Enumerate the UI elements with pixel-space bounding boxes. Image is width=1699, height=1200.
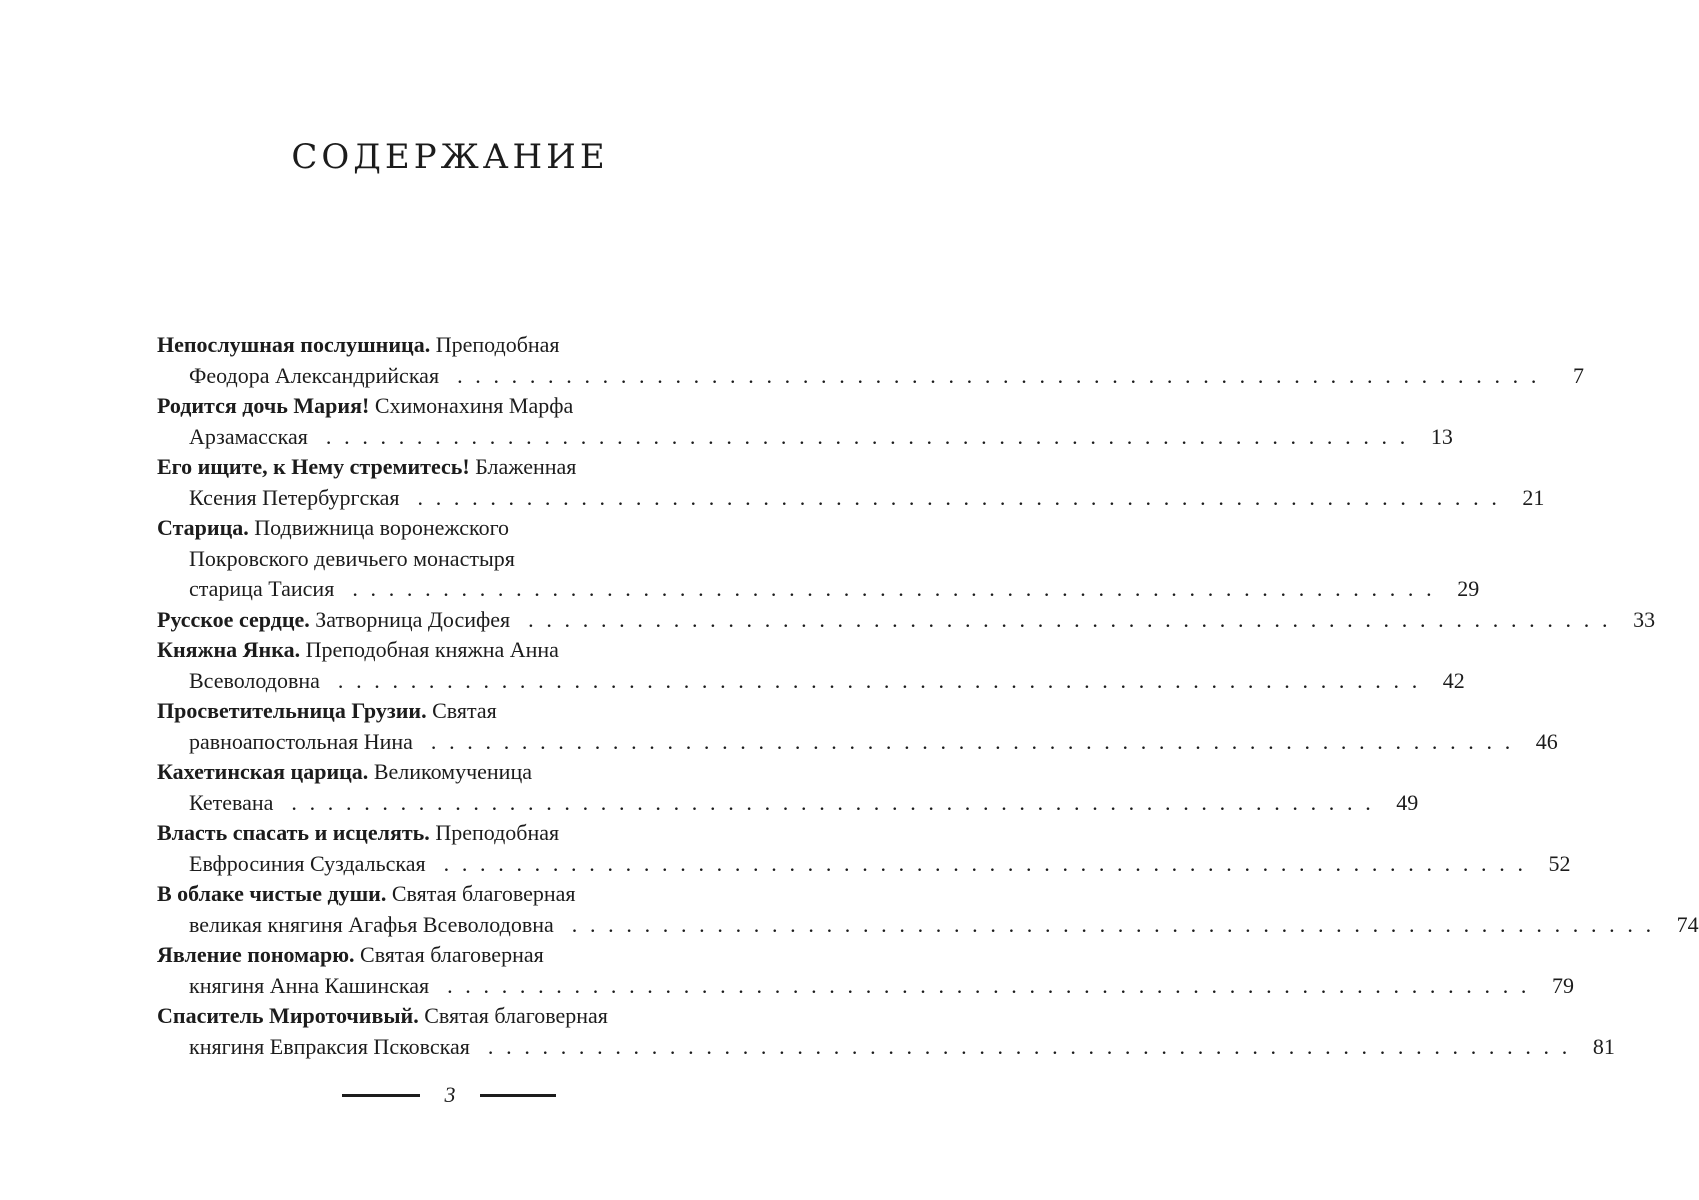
toc-line-text [189,910,554,941]
toc-page-number: 49 [1396,789,1419,815]
toc-line [157,574,1480,605]
toc-page-number: 52 [1548,850,1571,876]
toc-entry-title: Непослушная послушница. [157,332,431,357]
dot-leader: . . . . . . . . . . . . . . . . . . . . . . . . . . . . . . . . . . . . . . . . . . . . . . . . . . . . . . . . . . . . [352,576,1436,601]
toc-entry-subtitle: Ксения Петербургская [189,484,400,510]
dot-leader: . . . . . . . . . . . . . . . . . . . . . . . . . . . . . . . . . . . . . . . . . . . . . . . . . . . . . . . . . . . . [443,850,1527,876]
toc-line [157,391,747,422]
toc-line [157,422,1453,453]
toc-entry-title: Русское сердце. [157,606,310,632]
toc-entry-title: Родится дочь Мария! [157,393,370,418]
toc-line [157,544,747,575]
toc-page-number: 21 [1522,484,1545,510]
toc-entry[interactable] [157,818,1571,879]
toc-line-text [189,971,429,1002]
dot-leader: . . . . . . . . . . . . . . . . . . . . . . . . . . . . . . . . . . . . . . . . . . . . . . . . . . . . . . . . . . . . [291,789,1375,815]
toc-entry[interactable] [157,452,1545,513]
toc-line [157,483,1545,514]
toc-line-text [189,727,413,758]
toc-page-number: 46 [1535,728,1558,754]
toc-line-text [157,332,560,357]
toc-page-number: 33 [1633,606,1656,632]
toc-line-text [157,1003,608,1028]
toc-entry-subtitle: княгиня Евпраксия Псковская [189,1033,470,1059]
toc-entry-subtitle: Подвижница воронежского [254,515,510,540]
toc-entry[interactable] [157,879,1699,940]
toc-entry-title: Просветительница Грузии. [157,698,427,723]
toc-line-text [189,546,515,571]
toc-line-text [157,605,510,636]
toc-line [157,757,747,788]
toc-entry-title: В облаке чистые души. [157,881,387,906]
page-footer [0,1082,900,1108]
toc-page-number: 79 [1552,972,1575,998]
toc-line [157,513,747,544]
toc-page-number: 7 [1572,362,1584,388]
toc-entry-subtitle: Святая благоверная [391,881,576,906]
toc-entry[interactable] [157,391,1453,452]
dot-leader: . . . . . . . . . . . . . . . . . . . . . . . . . . . . . . . . . . . . . . . . . . . . . . . . . . . . . . . . . . . . [325,423,1409,449]
toc-page-number: 74 [1676,911,1699,937]
dot-leader: . . . . . . . . . . . . . . . . . . . . . . . . . . . . . . . . . . . . . . . . . . . . . . . . . . . . . . . . . . . . [457,362,1540,388]
toc-line [157,818,747,849]
page-number: 3 [444,1082,456,1107]
toc-entry-subtitle: Всеволодовна [189,667,320,693]
toc-line-text [189,788,273,819]
toc-entry-subtitle: Схимонахиня Марфа [374,393,574,418]
toc-entry-subtitle: Феодора Александрийская [189,362,440,388]
toc-entry-subtitle: Святая благоверная [424,1003,608,1028]
toc-line-text [189,666,320,697]
toc-entry[interactable] [157,513,1480,605]
toc-line-text [189,849,426,880]
toc-line [157,330,747,361]
toc-line [157,696,747,727]
toc-entry-subtitle: Преподобная княжна Анна [305,637,559,662]
toc-entry-subtitle: Арзамасская [189,423,308,449]
toc-line [157,605,1656,636]
toc-entry-title: Княжна Янка. [157,637,301,662]
toc-entry-subtitle: Великомученица [373,759,532,784]
toc-line [157,879,747,910]
toc-entry-subtitle: Покровского девичьего монастыря [189,545,515,571]
toc-page-number: 81 [1592,1033,1615,1059]
table-of-contents [157,330,1699,1062]
toc-line [157,971,1575,1002]
toc-page-number: 42 [1442,667,1465,693]
toc-entry[interactable] [157,940,1575,1001]
toc-entry-subtitle: Преподобная [435,332,560,357]
toc-entry-subtitle: Святая [432,698,497,723]
toc-entry-subtitle: Затворница Досифея [315,606,511,632]
toc-line [157,666,1465,697]
toc-line [157,727,1558,758]
footer-rule-right [480,1094,556,1097]
toc-line-text [157,637,559,662]
footer-rule-left [342,1094,420,1097]
dot-leader: . . . . . . . . . . . . . . . . . . . . . . . . . . . . . . . . . . . . . . . . . . . . . . . . . . . . . . . . . . . . [528,606,1612,632]
toc-line [157,452,747,483]
toc-entry-title: Власть спасать и исцелять. [157,820,430,845]
toc-entry[interactable] [157,757,1419,818]
toc-entry-subtitle: княгиня Анна Кашинская [189,972,430,998]
toc-line-text [157,698,497,723]
page-title: СОДЕРЖАНИЕ [291,137,609,177]
toc-line-text [157,515,509,540]
toc-entry-title: Спаситель Мироточивый. [157,1003,419,1028]
toc-line [157,940,747,971]
toc-line [157,361,1584,392]
toc-line-text [157,393,573,418]
toc-line [157,788,1419,819]
toc-line [157,1032,1615,1063]
toc-entry-subtitle: великая княгиня Агафья Всеволодовна [189,911,554,937]
dot-leader: . . . . . . . . . . . . . . . . . . . . . . . . . . . . . . . . . . . . . . . . . . . . . . . . . . . . . . . . . . . . [417,484,1501,510]
toc-line-text [157,820,559,845]
toc-line-text [189,422,308,453]
dot-leader: . . . . . . . . . . . . . . . . . . . . . . . . . . . . . . . . . . . . . . . . . . . . . . . . . . . . . . . . . . . . [430,728,1514,754]
dot-leader: . . . . . . . . . . . . . . . . . . . . . . . . . . . . . . . . . . . . . . . . . . . . . . . . . . . . . . . . . . . . [337,667,1421,693]
toc-entry-subtitle: Блаженная [475,454,577,479]
toc-line [157,849,1571,880]
toc-line-text [189,1032,470,1063]
toc-entry[interactable] [157,330,1584,391]
toc-line-text [189,361,439,392]
toc-entry[interactable] [157,635,1465,696]
toc-page-number: 29 [1457,576,1480,601]
toc-entry-subtitle: равноапостольная Нина [189,728,413,754]
toc-entry-subtitle: Преподобная [435,820,560,845]
toc-line [157,635,747,666]
toc-entry[interactable] [157,1001,1615,1062]
toc-entry-subtitle: Кетевана [189,789,274,815]
dot-leader: . . . . . . . . . . . . . . . . . . . . . . . . . . . . . . . . . . . . . . . . . . . . . . . . . . . . . . . . . . . . [447,972,1531,998]
toc-line [157,910,1699,941]
toc-entry[interactable] [157,696,1558,757]
toc-entry-subtitle: Святая благоверная [360,942,544,967]
toc-entry-title: Кахетинская царица. [157,759,369,784]
toc-entry-subtitle: старица Таисия [189,576,335,601]
toc-entry-subtitle: Евфросиния Суздальская [189,850,426,876]
dot-leader: . . . . . . . . . . . . . . . . . . . . . . . . . . . . . . . . . . . . . . . . . . . . . . . . . . . . . . . . . . . . [487,1033,1571,1059]
toc-line-text [157,454,576,479]
toc-line-text [157,881,576,906]
toc-entry[interactable] [157,605,1656,636]
toc-entry-title: Явление пономарю. [157,942,355,967]
toc-page-number: 13 [1430,423,1453,449]
toc-line-text [189,483,400,514]
toc-entry-title: Его ищите, к Нему стремитесь! [157,454,470,479]
toc-line-text [157,759,532,784]
toc-line-text [189,574,334,605]
toc-line-text [157,942,544,967]
dot-leader: . . . . . . . . . . . . . . . . . . . . . . . . . . . . . . . . . . . . . . . . . . . . . . . . . . . . . . . . . . . . [571,911,1655,937]
toc-line [157,1001,747,1032]
toc-entry-title: Старица. [157,515,249,540]
